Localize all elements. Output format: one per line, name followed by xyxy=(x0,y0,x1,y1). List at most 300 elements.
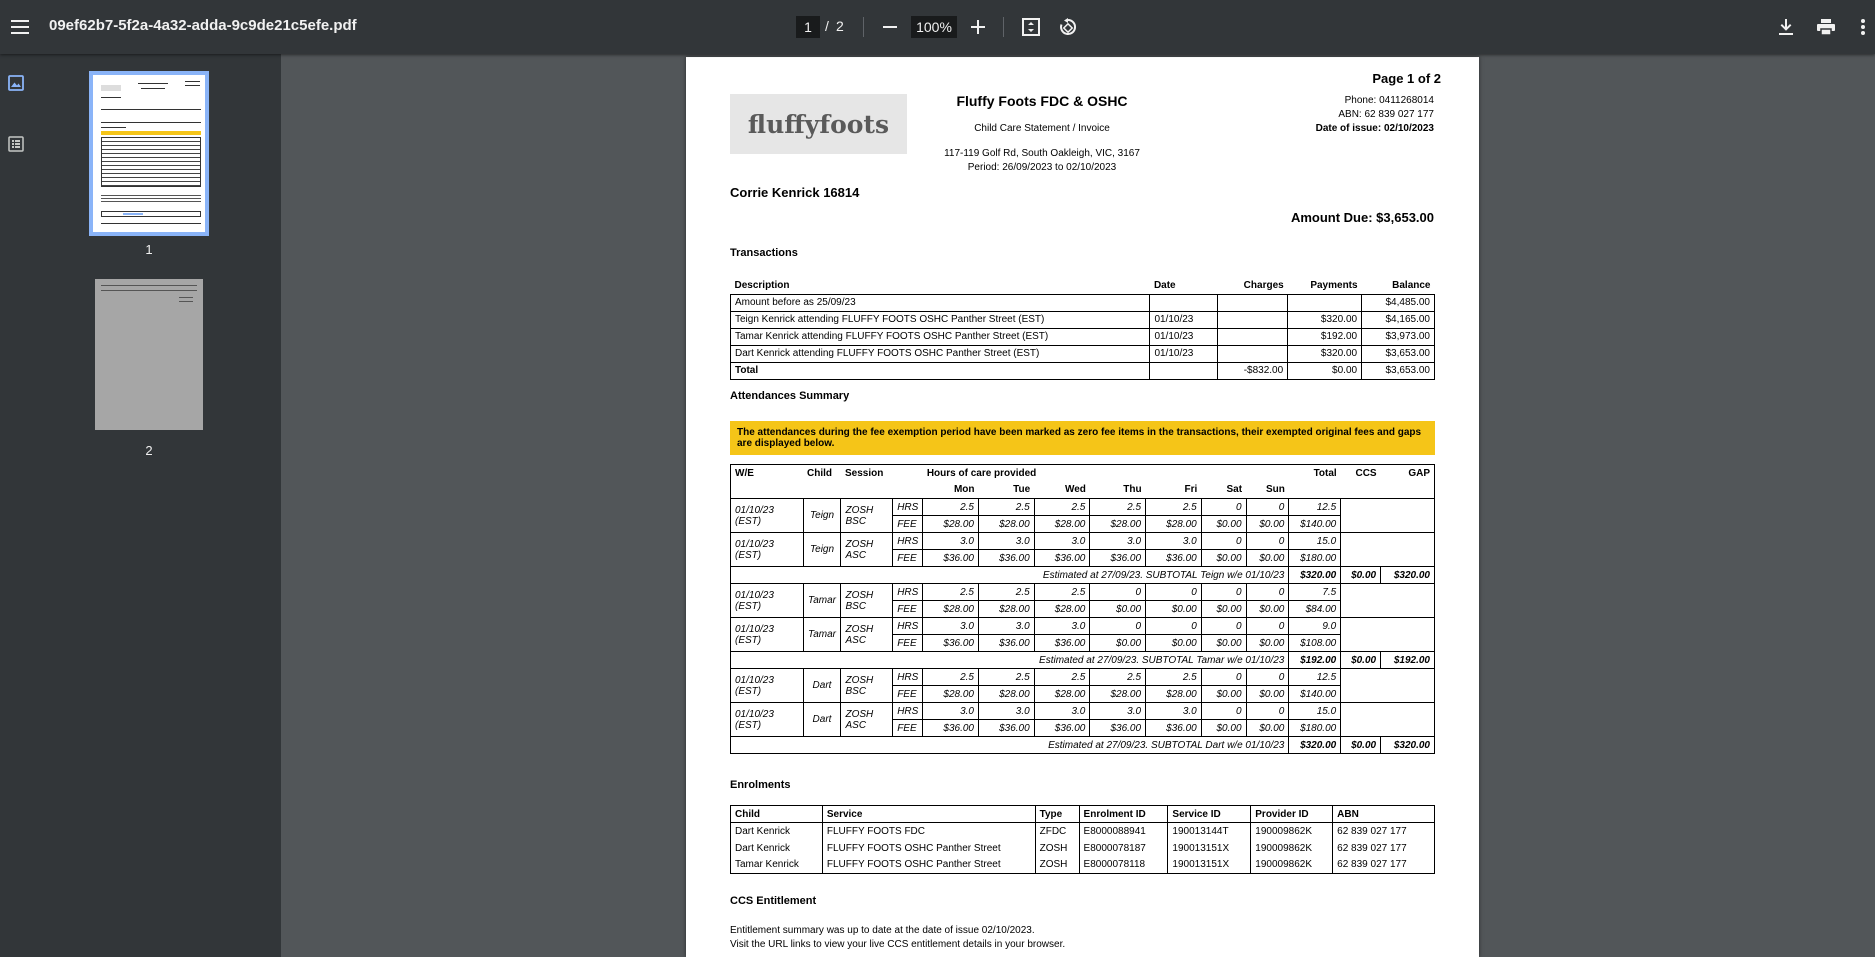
att-fee-value: $28.00 xyxy=(1034,516,1090,533)
att-hrs-value: 3.0 xyxy=(923,703,979,720)
att-fee-value: $36.00 xyxy=(923,635,979,652)
att-subtotal-label: Estimated at 27/09/23. SUBTOTAL Dart w/e 01/10/23 xyxy=(731,737,1289,754)
att-hrs-value: 0 xyxy=(1246,669,1289,686)
att-subtotal-value: $320.00 xyxy=(1289,567,1341,584)
att-fee-value: $36.00 xyxy=(1034,635,1090,652)
att-header-row xyxy=(731,465,1435,482)
att-session-cell xyxy=(841,584,893,618)
att-session: BSC xyxy=(845,685,867,697)
ccs-line-2: Visit the URL links to view your live CCS entitlement details in your browser. xyxy=(730,939,1066,950)
att-fee-label: FEE xyxy=(893,635,923,652)
att-header-gap: GAP xyxy=(1408,467,1430,479)
att-session-cell xyxy=(841,499,893,533)
tx-cell: $3,653.00 xyxy=(1362,345,1435,362)
att-subtotal-value: $320.00 xyxy=(1289,737,1341,754)
att-fee-value: $0.00 xyxy=(1246,550,1289,567)
tx-cell: $320.00 xyxy=(1288,345,1362,362)
issue-date: Date of issue: 02/10/2023 xyxy=(1315,123,1434,134)
att-hrs-value: 0 xyxy=(1201,669,1246,686)
tx-cell: Total xyxy=(731,362,1150,379)
tx-cell: $4,485.00 xyxy=(1362,294,1435,311)
att-fee-value: $0.00 xyxy=(1201,686,1246,703)
att-hrs-row xyxy=(731,584,1435,601)
att-hrs-value: 3.0 xyxy=(1034,533,1090,550)
tx-cell: $192.00 xyxy=(1288,328,1362,345)
att-child-cell: Teign xyxy=(803,533,841,567)
ccs-line-1: Entitlement summary was up to date at the date of issue 02/10/2023. xyxy=(730,925,1035,936)
zoom-in-button[interactable] xyxy=(964,13,992,41)
att-hrs-label: HRS xyxy=(893,618,923,635)
tx-header-cell: Charges xyxy=(1218,277,1288,294)
att-we-cell xyxy=(731,499,804,533)
att-fee-value: $28.00 xyxy=(979,686,1035,703)
zoom-input[interactable]: 100% xyxy=(911,16,957,38)
transactions-heading: Transactions xyxy=(730,247,798,259)
att-hrs-value: 0 xyxy=(1090,618,1146,635)
att-fee-value: $28.00 xyxy=(1034,686,1090,703)
enrolments-table xyxy=(730,805,1435,874)
tx-cell xyxy=(1150,294,1218,311)
attendance-table xyxy=(730,464,1435,754)
att-hrs-total: 15.0 xyxy=(1289,533,1341,550)
tx-cell: $320.00 xyxy=(1288,311,1362,328)
tx-cell xyxy=(1288,294,1362,311)
tx-cell: Dart Kenrick attending FLUFFY FOOTS OSHC Panther Street (EST) xyxy=(731,345,1150,362)
att-fee-value: $28.00 xyxy=(923,516,979,533)
att-fee-value: $0.00 xyxy=(1201,601,1246,618)
att-fee-total: $108.00 xyxy=(1289,635,1341,652)
att-fee-label: FEE xyxy=(893,720,923,737)
thumbnail-label: 1 xyxy=(145,242,153,257)
att-hrs-value: 3.0 xyxy=(979,533,1035,550)
att-we-est: (EST) xyxy=(735,719,762,731)
att-fee-value: $28.00 xyxy=(1034,601,1090,618)
att-hrs-value: 0 xyxy=(1090,584,1146,601)
enr-cell: 190013151X xyxy=(1168,840,1251,857)
enr-cell: E8000078187 xyxy=(1079,840,1168,857)
att-fee-value: $0.00 xyxy=(1201,635,1246,652)
att-hrs-value: 0 xyxy=(1246,703,1289,720)
att-hrs-value: 2.5 xyxy=(1090,499,1146,516)
att-hrs-value: 2.5 xyxy=(1146,669,1202,686)
att-hrs-label: HRS xyxy=(893,499,923,516)
att-we-cell xyxy=(731,584,804,618)
att-hrs-label: HRS xyxy=(893,584,923,601)
fee-exemption-notice: The attendances during the fee exemption period have been marked as zero fee items in the transactions, their exempted original fees and gaps are displayed below. xyxy=(730,421,1435,455)
att-subtotal-gap: $192.00 xyxy=(1381,652,1435,669)
att-hrs-value: 3.0 xyxy=(1146,703,1202,720)
att-empty xyxy=(1341,669,1435,703)
att-hrs-value: 3.0 xyxy=(923,533,979,550)
outline-tab-icon[interactable] xyxy=(5,133,27,155)
att-fee-value: $28.00 xyxy=(923,601,979,618)
att-hrs-value: 0 xyxy=(1201,703,1246,720)
att-hrs-value: 2.5 xyxy=(979,499,1035,516)
att-fee-value: $36.00 xyxy=(923,720,979,737)
att-fee-total: $140.00 xyxy=(1289,686,1341,703)
att-service: ZOSH xyxy=(845,708,874,720)
enr-cell: FLUFFY FOOTS OSHC Panther Street xyxy=(822,840,1035,857)
att-fee-value: $36.00 xyxy=(1146,720,1202,737)
att-subtotal-gap: $320.00 xyxy=(1381,737,1435,754)
att-session-cell xyxy=(841,703,893,737)
att-fee-value: $36.00 xyxy=(1034,720,1090,737)
att-hrs-row xyxy=(731,703,1435,720)
att-day-wed: Wed xyxy=(1064,484,1086,496)
att-hrs-value: 0 xyxy=(1146,618,1202,635)
page-thumbnail-1[interactable] xyxy=(89,71,209,236)
att-we-date: 01/10/23 xyxy=(735,504,774,516)
att-service: ZOSH xyxy=(845,623,874,635)
zoom-out-button[interactable] xyxy=(876,13,904,41)
thumbnails-tab-icon[interactable] xyxy=(5,72,27,94)
page-label: Page 1 of 2 xyxy=(1372,71,1441,86)
att-we-cell xyxy=(731,669,804,703)
fit-page-button[interactable] xyxy=(1016,13,1046,41)
pdf-toolbar xyxy=(0,0,1875,54)
att-empty xyxy=(1341,499,1435,533)
att-blank xyxy=(731,482,923,499)
att-header-hours: Hours of care provided xyxy=(926,467,1037,479)
att-fee-value: $0.00 xyxy=(1246,686,1289,703)
att-service: ZOSH xyxy=(845,589,874,601)
tx-cell: Teign Kenrick attending FLUFFY FOOTS OSHC Panther Street (EST) xyxy=(731,311,1150,328)
att-fee-value: $36.00 xyxy=(1090,550,1146,567)
att-fee-value: $36.00 xyxy=(1090,720,1146,737)
att-we-date: 01/10/23 xyxy=(735,623,774,635)
att-hrs-value: 0 xyxy=(1146,584,1202,601)
enr-header-cell: Service xyxy=(822,806,1035,823)
att-session: ASC xyxy=(845,719,867,731)
att-hrs-label: HRS xyxy=(893,669,923,686)
tx-header-cell: Description xyxy=(731,277,1150,294)
att-hrs-row xyxy=(731,669,1435,686)
org-phone: Phone: 0411268014 xyxy=(1344,95,1434,106)
att-hrs-value: 2.5 xyxy=(923,584,979,601)
att-subtotal-value: $192.00 xyxy=(1289,652,1341,669)
enr-cell: FLUFFY FOOTS OSHC Panther Street xyxy=(822,857,1035,874)
enr-cell: 62 839 027 177 xyxy=(1333,840,1435,857)
att-hrs-total: 15.0 xyxy=(1289,703,1341,720)
download-icon xyxy=(1779,19,1793,35)
enr-cell: FLUFFY FOOTS FDC xyxy=(822,823,1035,840)
att-days-row xyxy=(731,482,1435,499)
print-icon xyxy=(1817,19,1835,35)
tx-header-cell: Payments xyxy=(1288,277,1362,294)
att-day-mon: Mon xyxy=(953,484,975,496)
att-hrs-value: 2.5 xyxy=(979,584,1035,601)
page-separator: / xyxy=(825,18,829,34)
tx-cell: $3,653.00 xyxy=(1362,362,1435,379)
att-hrs-value: 0 xyxy=(1246,584,1289,601)
att-session-cell xyxy=(841,533,893,567)
att-fee-total: $84.00 xyxy=(1289,601,1341,618)
enr-cell: 62 839 027 177 xyxy=(1333,857,1435,874)
enr-cell: 190013144T xyxy=(1168,823,1251,840)
att-hrs-value: 3.0 xyxy=(979,703,1035,720)
att-fee-value: $36.00 xyxy=(1034,550,1090,567)
thumbnail-label: 2 xyxy=(145,443,153,458)
att-hrs-total: 12.5 xyxy=(1289,499,1341,516)
att-child-cell: Dart xyxy=(803,703,841,737)
att-fee-value: $28.00 xyxy=(1090,516,1146,533)
att-we-date: 01/10/23 xyxy=(735,674,774,686)
att-fee-value: $0.00 xyxy=(1146,601,1202,618)
att-fee-value: $0.00 xyxy=(1201,720,1246,737)
att-fee-value: $28.00 xyxy=(923,686,979,703)
att-fee-label: FEE xyxy=(893,550,923,567)
att-service: ZOSH xyxy=(845,674,874,686)
att-hrs-total: 9.0 xyxy=(1289,618,1341,635)
att-hrs-total: 12.5 xyxy=(1289,669,1341,686)
att-hrs-value: 2.5 xyxy=(1034,669,1090,686)
att-hrs-value: 0 xyxy=(1246,618,1289,635)
attendances-heading: Attendances Summary xyxy=(730,390,850,402)
att-subtotal-label: Estimated at 27/09/23. SUBTOTAL Teign w/e 01/10/23 xyxy=(731,567,1289,584)
att-header-total: Total xyxy=(1313,467,1337,479)
att-subtotal-row xyxy=(731,652,1435,669)
doc-type: Child Care Statement / Invoice xyxy=(974,123,1110,134)
att-blank xyxy=(1289,482,1435,499)
page-total: 2 xyxy=(836,18,844,34)
att-we-cell xyxy=(731,703,804,737)
tx-row xyxy=(731,362,1435,379)
enr-cell: 190009862K xyxy=(1251,857,1333,874)
tx-cell: 01/10/23 xyxy=(1150,311,1218,328)
rotate-button[interactable] xyxy=(1053,13,1083,41)
att-fee-label: FEE xyxy=(893,516,923,533)
att-fee-value: $0.00 xyxy=(1090,635,1146,652)
tx-cell xyxy=(1218,328,1288,345)
att-session: BSC xyxy=(845,515,867,527)
att-hrs-value: 0 xyxy=(1246,499,1289,516)
enr-row xyxy=(731,823,1435,840)
att-hrs-value: 2.5 xyxy=(1090,669,1146,686)
att-day-fri: Fri xyxy=(1184,484,1198,496)
tx-header-cell: Balance xyxy=(1362,277,1435,294)
enr-header-cell: Enrolment ID xyxy=(1079,806,1168,823)
att-fee-value: $0.00 xyxy=(1201,516,1246,533)
minus-icon xyxy=(883,26,897,28)
enr-header-cell: Child xyxy=(731,806,823,823)
enr-cell: E8000088941 xyxy=(1079,823,1168,840)
att-subtotal-label: Estimated at 27/09/23. SUBTOTAL Tamar w/e 01/10/23 xyxy=(731,652,1289,669)
fit-to-page-icon xyxy=(1022,18,1040,36)
enr-cell: 62 839 027 177 xyxy=(1333,823,1435,840)
att-fee-value: $28.00 xyxy=(1090,686,1146,703)
att-we-cell xyxy=(731,533,804,567)
att-fee-value: $36.00 xyxy=(1146,550,1202,567)
enr-cell: 190013151X xyxy=(1168,857,1251,874)
att-session: ASC xyxy=(845,549,867,561)
page-number-input[interactable]: 1 xyxy=(796,16,820,38)
att-service: ZOSH xyxy=(845,504,874,516)
org-abn: ABN: 62 839 027 177 xyxy=(1338,109,1434,120)
att-hrs-value: 0 xyxy=(1201,499,1246,516)
att-hrs-value: 2.5 xyxy=(923,669,979,686)
att-session: BSC xyxy=(845,600,867,612)
att-header-we: W/E xyxy=(735,467,754,479)
att-subtotal-ccs: $0.00 xyxy=(1341,737,1381,754)
att-child-cell: Tamar xyxy=(803,584,841,618)
tx-row xyxy=(731,328,1435,345)
enr-header-cell: Service ID xyxy=(1168,806,1251,823)
att-we-est: (EST) xyxy=(735,634,762,646)
att-session-cell xyxy=(841,669,893,703)
att-hrs-value: 3.0 xyxy=(1034,618,1090,635)
amount-due: Amount Due: $3,653.00 xyxy=(1290,210,1434,225)
download-button[interactable] xyxy=(1771,13,1801,41)
tx-cell: 01/10/23 xyxy=(1150,328,1218,345)
att-hrs-label: HRS xyxy=(893,703,923,720)
enr-cell: Dart Kenrick xyxy=(731,840,823,857)
att-day-thu: Thu xyxy=(1123,484,1142,496)
att-subtotal-row xyxy=(731,567,1435,584)
att-hrs-row xyxy=(731,618,1435,635)
att-hrs-value: 2.5 xyxy=(1034,584,1090,601)
att-fee-value: $0.00 xyxy=(1090,601,1146,618)
att-hrs-total: 7.5 xyxy=(1289,584,1341,601)
att-day-tue: Tue xyxy=(1013,484,1031,496)
print-button[interactable] xyxy=(1811,13,1841,41)
att-service: ZOSH xyxy=(845,538,874,550)
enr-cell: Dart Kenrick xyxy=(731,823,823,840)
enr-row xyxy=(731,857,1435,874)
att-we-date: 01/10/23 xyxy=(735,538,774,550)
att-we-est: (EST) xyxy=(735,600,762,612)
att-fee-value: $28.00 xyxy=(1146,686,1202,703)
att-subtotal-row xyxy=(731,737,1435,754)
att-we-date: 01/10/23 xyxy=(735,589,774,601)
enr-cell: E8000078118 xyxy=(1079,857,1168,874)
att-fee-label: FEE xyxy=(893,601,923,618)
att-hrs-value: 3.0 xyxy=(923,618,979,635)
att-hrs-value: 0 xyxy=(1201,584,1246,601)
statement-period: Period: 26/09/2023 to 02/10/2023 xyxy=(967,162,1117,173)
att-header-session: Session xyxy=(844,467,884,479)
att-fee-value: $0.00 xyxy=(1246,720,1289,737)
org-name: Fluffy Foots FDC & OSHC xyxy=(956,93,1128,109)
enr-header-cell: ABN xyxy=(1333,806,1435,823)
att-day-sat: Sat xyxy=(1226,484,1243,496)
att-hrs-value: 3.0 xyxy=(979,618,1035,635)
att-fee-total: $180.00 xyxy=(1289,720,1341,737)
tx-cell: $0.00 xyxy=(1288,362,1362,379)
att-fee-value: $0.00 xyxy=(1246,516,1289,533)
tx-cell: 01/10/23 xyxy=(1150,345,1218,362)
att-empty xyxy=(1341,584,1435,618)
att-day-sun: Sun xyxy=(1265,484,1285,496)
enr-cell: ZOSH xyxy=(1035,857,1079,874)
tx-header-cell: Date xyxy=(1150,277,1218,294)
att-session: ASC xyxy=(845,634,867,646)
org-address: 117-119 Golf Rd, South Oakleigh, VIC, 3167 xyxy=(944,148,1140,159)
att-hrs-row xyxy=(731,533,1435,550)
customer-name: Corrie Kenrick 16814 xyxy=(730,185,860,200)
att-fee-value: $36.00 xyxy=(979,720,1035,737)
menu-icon[interactable] xyxy=(4,11,36,43)
att-we-est: (EST) xyxy=(735,549,762,561)
att-fee-value: $36.00 xyxy=(979,635,1035,652)
att-empty xyxy=(1341,703,1435,737)
tx-cell: Tamar Kenrick attending FLUFFY FOOTS OSHC Panther Street (EST) xyxy=(731,328,1150,345)
enrolments-heading: Enrolments xyxy=(730,779,791,791)
att-fee-value: $28.00 xyxy=(1146,516,1202,533)
att-empty xyxy=(1341,533,1435,567)
att-hrs-value: 2.5 xyxy=(979,669,1035,686)
att-subtotal-ccs: $0.00 xyxy=(1341,652,1381,669)
att-fee-value: $28.00 xyxy=(979,516,1035,533)
att-fee-total: $180.00 xyxy=(1289,550,1341,567)
att-hrs-value: 3.0 xyxy=(1034,703,1090,720)
enr-header-row xyxy=(731,806,1435,823)
att-child-cell: Dart xyxy=(803,669,841,703)
att-hrs-value: 2.5 xyxy=(923,499,979,516)
enr-header-cell: Provider ID xyxy=(1251,806,1333,823)
att-fee-value: $0.00 xyxy=(1246,601,1289,618)
att-hrs-value: 0 xyxy=(1201,618,1246,635)
att-fee-value: $28.00 xyxy=(979,601,1035,618)
att-hrs-value: 2.5 xyxy=(1146,499,1202,516)
rotate-icon xyxy=(1059,18,1077,36)
more-actions-icon[interactable] xyxy=(1855,13,1871,41)
enr-header-cell: Type xyxy=(1035,806,1079,823)
ccs-heading: CCS Entitlement xyxy=(730,895,817,907)
att-header-child: Child xyxy=(807,467,833,479)
att-session-cell xyxy=(841,618,893,652)
att-fee-value: $0.00 xyxy=(1146,635,1202,652)
enr-cell: ZOSH xyxy=(1035,840,1079,857)
tx-cell: Amount before as 25/09/23 xyxy=(731,294,1150,311)
tx-row xyxy=(731,294,1435,311)
att-we-est: (EST) xyxy=(735,515,762,527)
tx-cell: $3,973.00 xyxy=(1362,328,1435,345)
att-child-cell: Tamar xyxy=(803,618,841,652)
att-we-cell xyxy=(731,618,804,652)
tx-cell xyxy=(1218,345,1288,362)
att-we-est: (EST) xyxy=(735,685,762,697)
tx-row xyxy=(731,311,1435,328)
tx-cell xyxy=(1150,362,1218,379)
att-hrs-value: 0 xyxy=(1246,533,1289,550)
att-subtotal-ccs: $0.00 xyxy=(1341,567,1381,584)
att-empty xyxy=(1341,618,1435,652)
att-fee-total: $140.00 xyxy=(1289,516,1341,533)
att-fee-value: $36.00 xyxy=(979,550,1035,567)
att-fee-value: $0.00 xyxy=(1246,635,1289,652)
document-title: 09ef62b7-5f2a-4a32-adda-9c9de21c5efe.pdf xyxy=(49,17,357,34)
tx-cell xyxy=(1218,294,1288,311)
toolbar-divider xyxy=(1003,17,1004,37)
logo: fluffyfoots xyxy=(730,94,907,154)
enr-row xyxy=(731,840,1435,857)
plus-icon xyxy=(971,20,985,34)
att-fee-value: $0.00 xyxy=(1201,550,1246,567)
att-subtotal-gap: $320.00 xyxy=(1381,567,1435,584)
att-header-ccs: CCS xyxy=(1355,467,1377,479)
tx-cell: $4,165.00 xyxy=(1362,311,1435,328)
att-hrs-row xyxy=(731,499,1435,516)
att-hrs-value: 0 xyxy=(1201,533,1246,550)
att-hrs-label: HRS xyxy=(893,533,923,550)
page-thumbnail-2[interactable] xyxy=(95,279,203,430)
att-hrs-value: 3.0 xyxy=(1090,703,1146,720)
enr-cell: Tamar Kenrick xyxy=(731,857,823,874)
enr-cell: 190009862K xyxy=(1251,823,1333,840)
att-fee-label: FEE xyxy=(893,686,923,703)
att-fee-value: $36.00 xyxy=(923,550,979,567)
att-hrs-value: 3.0 xyxy=(1146,533,1202,550)
